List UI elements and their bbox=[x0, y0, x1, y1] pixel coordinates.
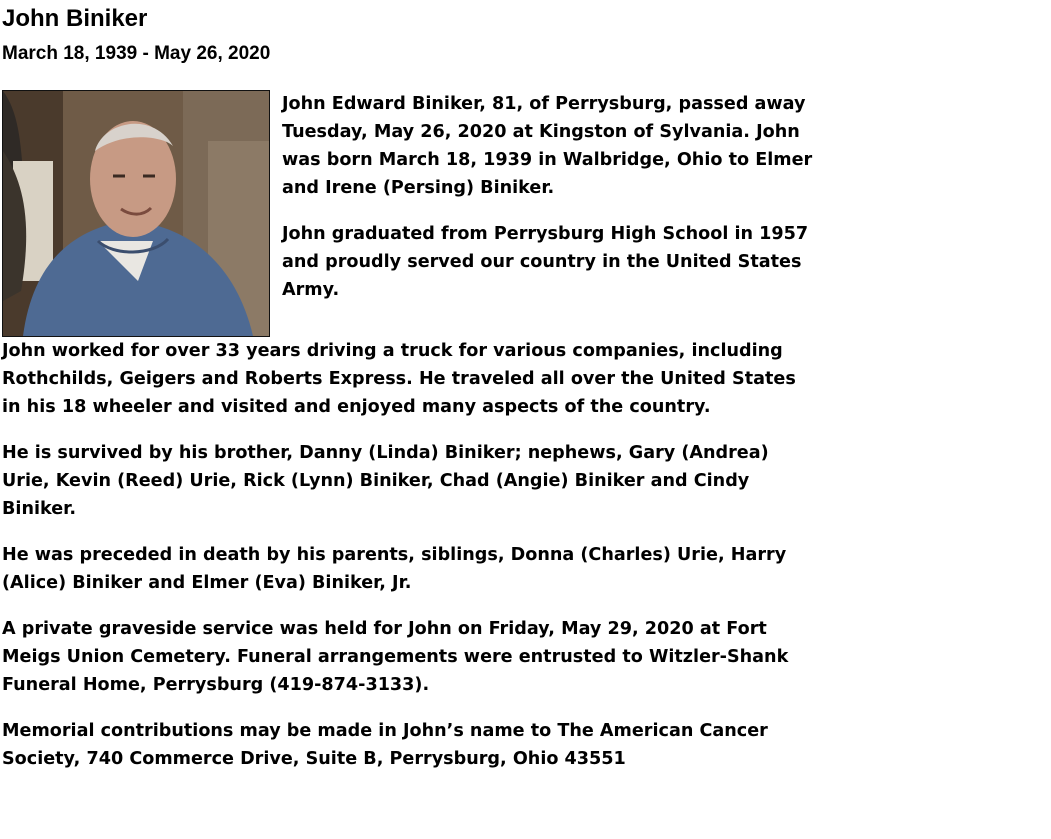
obituary-paragraph: He was preceded in death by his parents, siblings, Donna (Charles) Urie, Harry (Alice) Biniker and Elmer (Eva) Biniker, Jr. bbox=[2, 545, 787, 593]
obituary-body bbox=[2, 337, 817, 773]
obituary-paragraph: He is survived by his brother, Danny (Linda) Biniker; nephews, Gary (Andrea) Urie, Kevin (Reed) Urie, Rick (Lynn) Biniker, Chad (Angie) Biniker and Cindy Biniker. bbox=[2, 443, 769, 519]
obituary-paragraph: Memorial contributions may be made in John’s name to The American Cancer Society, 740 Commerce Drive, Suite B, Perrysburg, Ohio 43551 bbox=[2, 721, 768, 769]
obituary-paragraph: John graduated from Perrysburg High School in 1957 and proudly served our country in the United States Army. bbox=[282, 224, 809, 300]
obituary-paragraph: John Edward Biniker, 81, of Perrysburg, passed away Tuesday, May 26, 2020 at Kingston of Sylvania. John was born March 18, 1939 in Walbridge, Ohio to Elmer and Irene (Persing) Biniker. bbox=[282, 94, 813, 198]
obituary-paragraph: John worked for over 33 years driving a truck for various companies, including Rothchilds, Geigers and Roberts Express. He traveled all over the United States in his 18 wheeler and visited and enjoyed many aspects of the country. bbox=[2, 341, 796, 417]
portrait-image bbox=[3, 91, 269, 336]
obituary-paragraph: A private graveside service was held for John on Friday, May 29, 2020 at Fort Meigs Union Cemetery. Funeral arrangements were entrusted to Witzler-Shank Funeral Home, Perrysburg (419-874-3133). bbox=[2, 619, 789, 695]
photo-section bbox=[2, 90, 817, 337]
obituary-page bbox=[2, 0, 817, 791]
obituary-dates: March 18, 1939 - May 26, 2020 bbox=[2, 43, 271, 64]
obituary-name: John Biniker bbox=[2, 5, 148, 32]
portrait-photo bbox=[2, 90, 270, 337]
